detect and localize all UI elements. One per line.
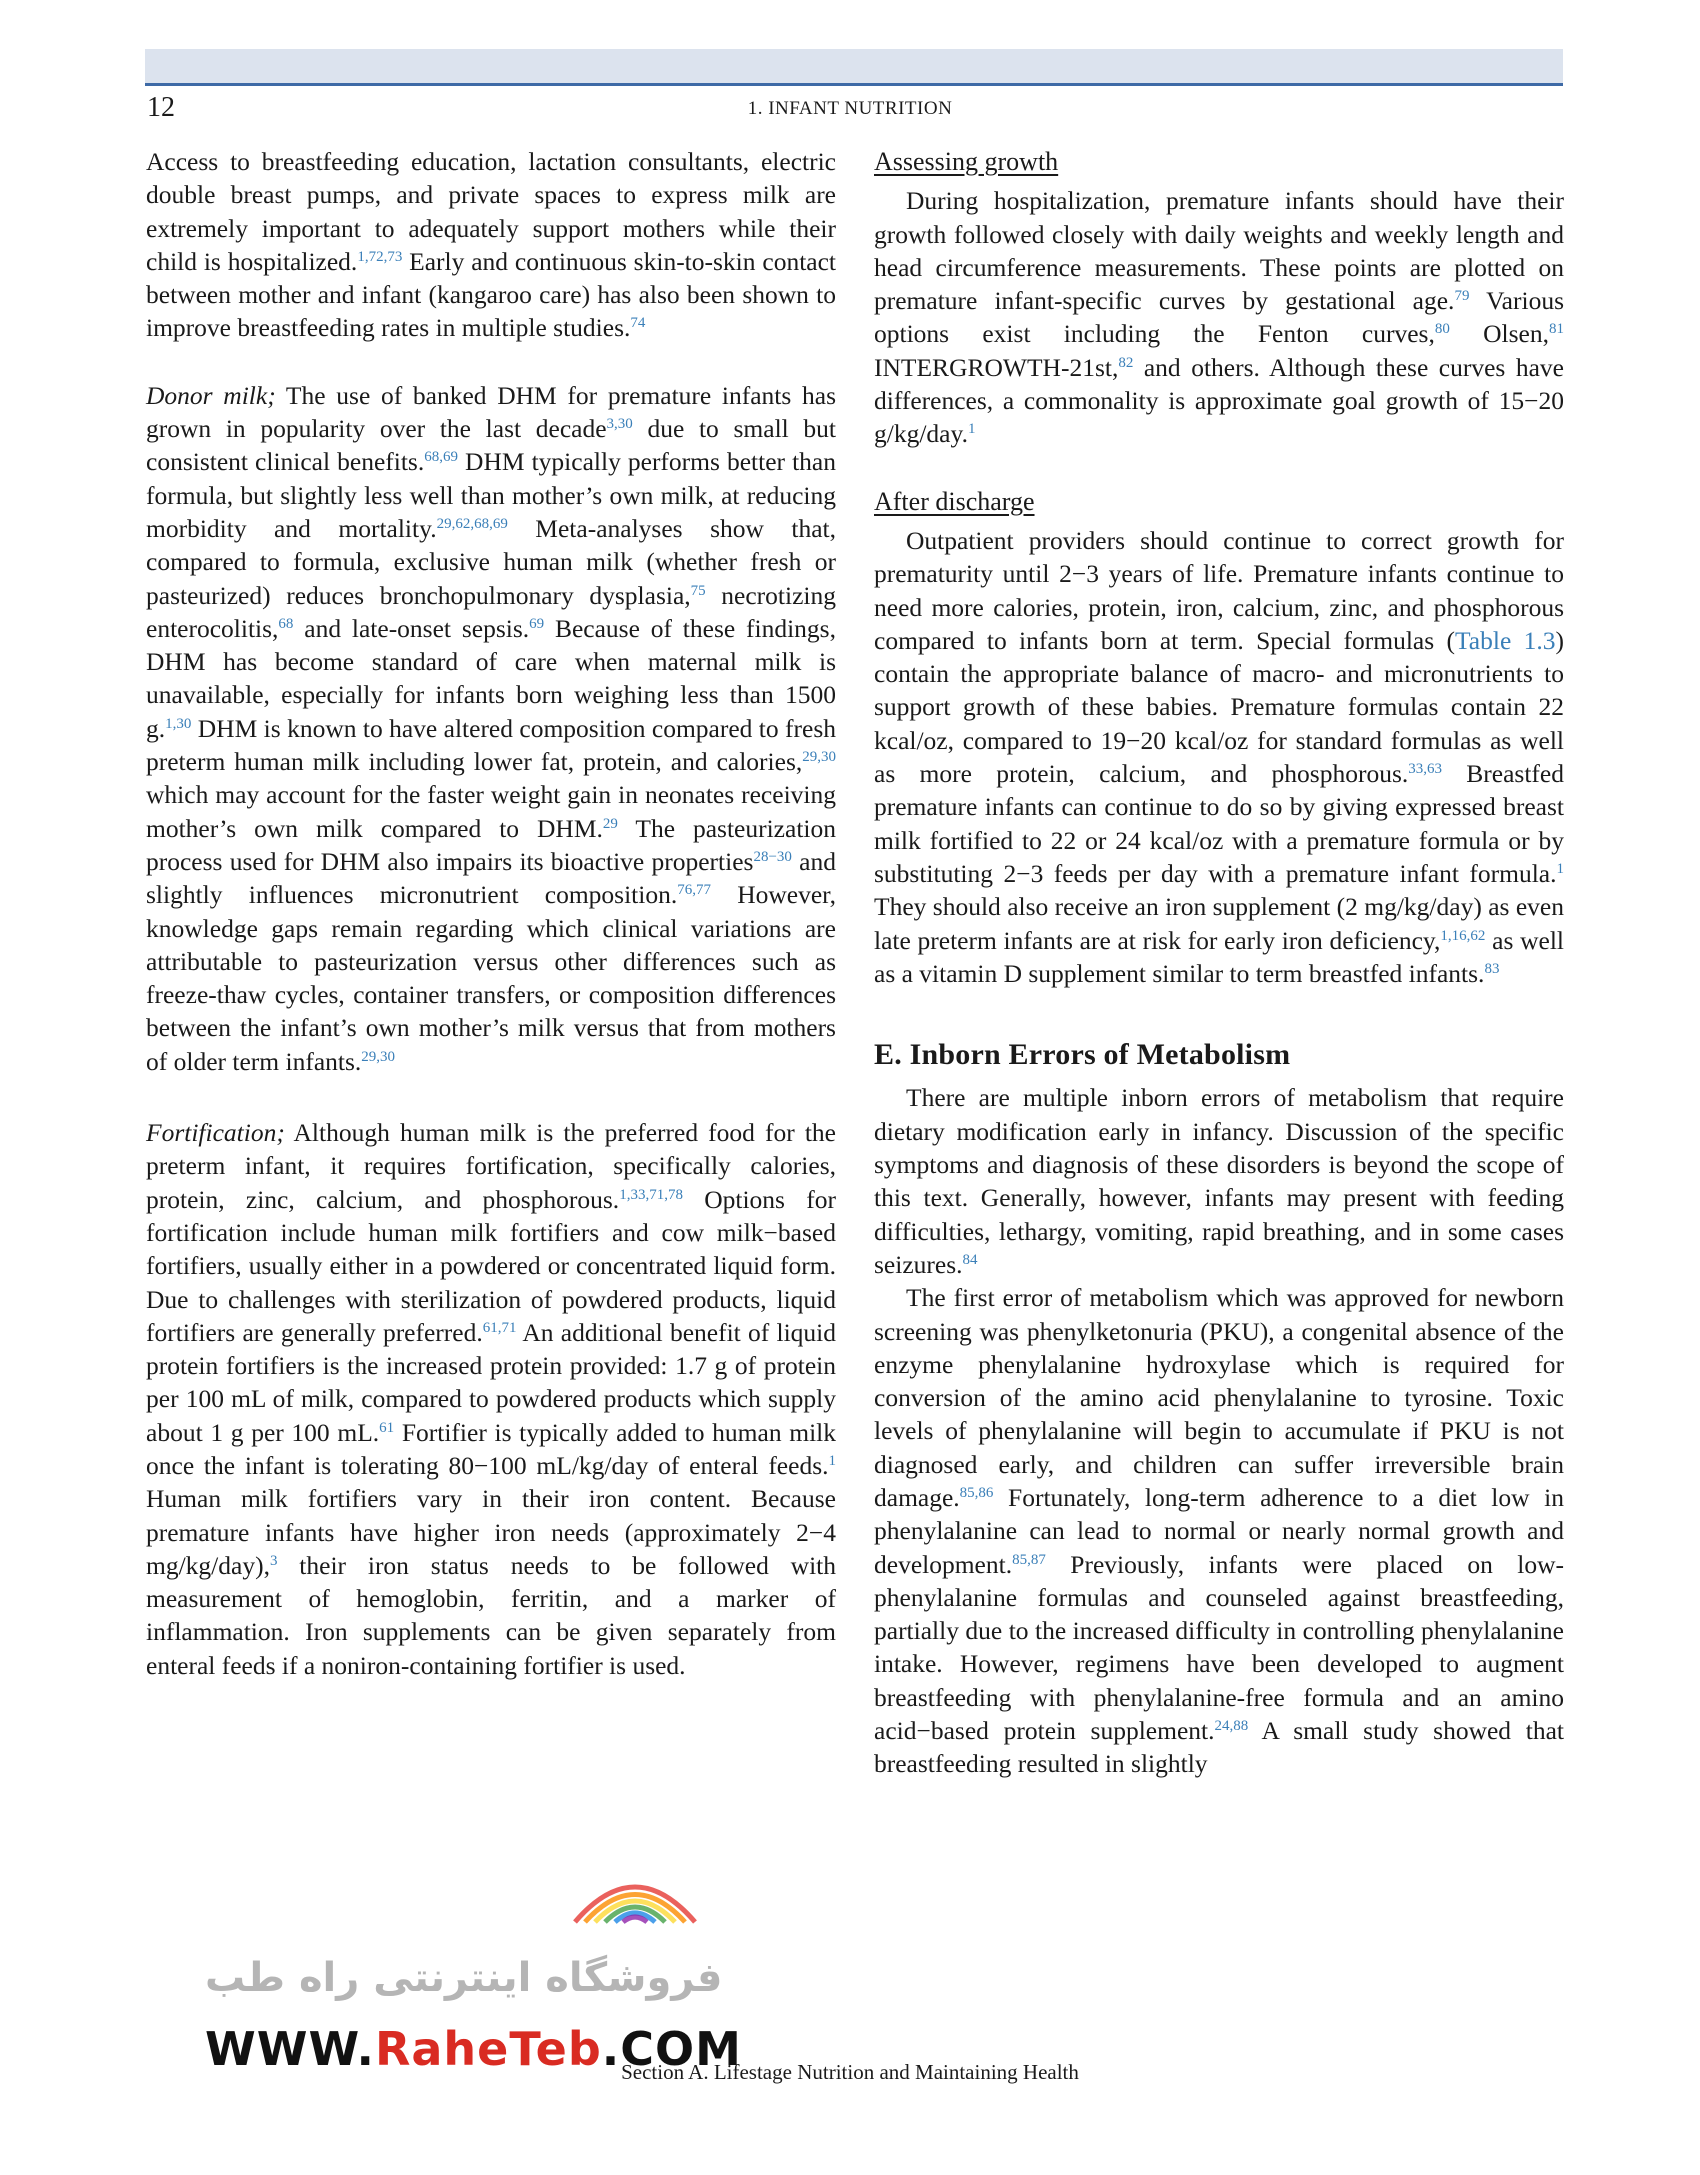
left-column [146,145,836,1682]
paragraph-donor-milk: Donor milk; The use of banked DHM for premature infants has grown in popularity over the last decade$^{3,30}$ due to small but consistent clinical benefits.$^{68,69}$ DHM typically performs better than formula, but slightly less well than mother’s own milk, at reducing morbidity and mortality.$^{29,62,68,69}$ Meta-analyses show that, compared to formula, exclusive human milk (whether fresh or pasteurized) reduces bronchopulmonary dysplasia,$^{75}$ necrotizing enterocolitis,$^{68}$ and late-onset sepsis.$^{69}$ Because of these findings, DHM has become standard of care when maternal milk is unavailable, especially for infants born weighing less than 1500 g.$^{1,30}$ DHM is known to have altered composition compared to fresh preterm human milk including lower fat, protein, and calories,$^{29,30}$ which may account for the faster weight gain in neonates receiving mother’s own milk compared to DHM.$^{29}$ The pasteurization process used for DHM also impairs its bioactive properties$^{28-30}$ and slightly influences micronutrient composition.$^{76,77}$ However, knowledge gaps remain regarding which clinical variations are attributable to pasteurization versus other differences such as freeze-thaw cycles, container transfers, or composition differences between the infant’s own mother’s milk versus that from mothers of older term infants.$^{29,30}$ [146,380,837,1076]
citation[interactable]: 81 [1549,321,1564,338]
running-head: 1. INFANT NUTRITION [747,98,953,119]
header-band [145,49,1563,83]
subheading-after-discharge: After discharge [874,486,1035,516]
citation[interactable]: 75 [690,582,706,599]
header-rule [145,83,1563,86]
page-footer: Section A. Lifestage Nutrition and Maintaining Health [621,2060,1079,2084]
section-heading-inborn-errors: E. Inborn Errors of Metabolism [874,1038,1291,1072]
citation[interactable]: 68 [278,615,294,632]
citation[interactable]: 74 [630,315,646,332]
citation[interactable]: 29 [602,815,618,832]
paragraph-after-discharge: Outpatient providers should continue to correct growth for prematurity until 2−3 years of life. Premature infants continue to need more calories, protein, iron, calcium, zinc, and phosphorous compared to infants born at term. Special formulas (Table 1.3) contain the appropriate balance of macro- and micronutrients to support growth of these babies. Premature formulas contain 22 kcal/oz, compared to 19−20 kcal/oz for standard formulas as well as more protein, calcium, and phosphorous.$^{33,63}$ Breastfed premature infants can continue to do so by giving expressed breast milk fortified to 22 or 24 kcal/oz with a premature formula or by substituting 2−3 feeds per day with a premature infant formula.$^1$ They should also receive an iron supplement (2 mg/kg/day) as even late preterm infants are at risk for early iron deficiency,$^{1,16,62}$ as well as a vitamin D supplement similar to term breastfed infants.$^{83}$ [874,525,1564,988]
citation[interactable]: 82 [1118,354,1134,371]
citation[interactable]: 68,69 [424,449,458,466]
watermark-store-name: فروشگاه اینترنتی راه طب [205,1955,723,2001]
run-in-heading: Donor milk; [146,380,276,410]
citation[interactable]: 29,30 [361,1048,396,1065]
paragraph-pku: The first error of metabolism which was approved for newborn screening was phenylketonuria (PKU), a congenital absence of the enzyme phenylalanine hydroxylase which is required for conversion of the amino acid phenylalanine to tyrosine. Toxic levels of phenylalanine will begin to accumulate if PKU is not diagnosed early, and children can suffer irreversible brain damage.$^{85,86}$ Fortunately, long-term adherence to a diet low in phenylalanine can lead to normal or nearly normal growth and development.$^{85,87}$ Previously, infants were placed on low-phenylalanine formulas and counseled against breastfeeding, partially due to the increased difficulty in controlling phenylalanine intake. However, regimens have been developed to augment breastfeeding with phenylalanine-free formula and an amino acid−based protein supplement.$^{24,88}$ A small study showed that breastfeeding resulted in slightly [874,1283,1564,1779]
citation[interactable]: 79 [1454,288,1470,305]
citation[interactable]: 1 [967,421,976,438]
citation[interactable]: 61 [379,1419,395,1436]
citation[interactable]: 1,72,73 [357,248,403,265]
citation[interactable]: 3 [269,1552,278,1569]
paragraph-breastfeeding-support: Access to breastfeeding education, lactation consultants, electric double breast pumps, and private spaces to express milk are extremely important to adequately support mothers while their child is hospitalized.$^{1,72,73}$ Early and continuous skin-to-skin contact between mother and infant (kangaroo care) has also been shown to improve breastfeeding rates in multiple studies.$^{74}$ [146,147,836,343]
citation[interactable]: 69 [529,615,545,632]
citation[interactable]: 1,16,62 [1440,927,1486,944]
citation[interactable]: 76,77 [677,882,711,899]
citation[interactable]: 29,30 [802,749,836,766]
paragraph-fortification: Fortification; Although human milk is the preferred food for the preterm infant, it requires fortification, specifically calories, protein, zinc, calcium, and phosphorous.$^{1,33,71,78}$ Options for fortification include human milk fortifiers and cow milk−based fortifiers, usually either in a powdered or concentrated liquid form. Due to challenges with sterilization of powdered products, liquid fortifiers are generally preferred.$^{61,71}$ An additional benefit of liquid protein fortifiers is the increased protein provided: 1.7 g of protein per 100 mL of milk, compared to powdered products which supply about 1 g per 100 mL.$^{61}$ Fortifier is typically added to human milk once the infant is tolerating 80−100 mL/kg/day of enteral feeds.$^1$ Human milk fortifiers vary in their iron content. Because premature infants have higher iron needs (approximately 2−4 mg/kg/day),$^3$ their iron status needs to be followed with measurement of hemoglobin, ferritin, and a marker of inflammation. Iron supplements can be given separately from enteral feeds if a noniron-containing fortifier is used. [146,1118,837,1680]
run-in-heading: Fortification; [146,1118,285,1148]
table-reference-link[interactable]: Table 1.3 [1455,625,1556,655]
citation[interactable]: 1 [828,1452,836,1469]
watermark-url: WWW.RaheTeb.COM [205,2022,742,2076]
citation[interactable]: 1,30 [165,715,192,732]
citation[interactable]: 28−30 [753,848,792,865]
citation[interactable]: 80 [1434,321,1450,338]
paragraph-inborn-errors-intro: There are multiple inborn errors of metabolism that require dietary modification early in infancy. Discussion of the specific symptoms and diagnosis of these disorders is beyond the scope of this text. Generally, however, infants may present with feeding difficulties, lethargy, vomiting, rapid breathing, and in some cases seizures.$^{84}$ [874,1083,1564,1279]
citation[interactable]: 33,63 [1408,761,1442,778]
citation[interactable]: 85,87 [1012,1551,1046,1568]
citation[interactable]: 1,33,71,78 [619,1186,683,1203]
citation[interactable]: 29,62,68,69 [436,515,508,532]
paragraph-assessing-growth: During hospitalization, premature infants should have their growth followed closely with daily weights and weekly length and head circumference measurements. These points are plotted on premature infant-specific curves by gestational age.$^{79}$ Various options exist including the Fenton curves,$^{80}$ Olsen,$^{81}$ INTERGROWTH-21st,$^{82}$ and others. Although these curves have differences, a commonality is approximate goal growth of 15−20 g/kg/day.$^1$ [874,186,1564,449]
citation[interactable]: 84 [962,1251,978,1268]
page-number: 12 [147,92,175,123]
citation[interactable]: 85,86 [959,1484,994,1501]
rainbow-book-icon [555,1862,715,1932]
citation[interactable]: 24,88 [1214,1718,1249,1735]
subheading-assessing-growth: Assessing growth [874,147,1059,176]
citation[interactable]: 83 [1484,960,1500,977]
citation[interactable]: 1 [1556,860,1564,877]
citation[interactable]: 3,30 [606,416,633,433]
right-column [874,145,1564,1781]
citation[interactable]: 61,71 [482,1319,517,1336]
